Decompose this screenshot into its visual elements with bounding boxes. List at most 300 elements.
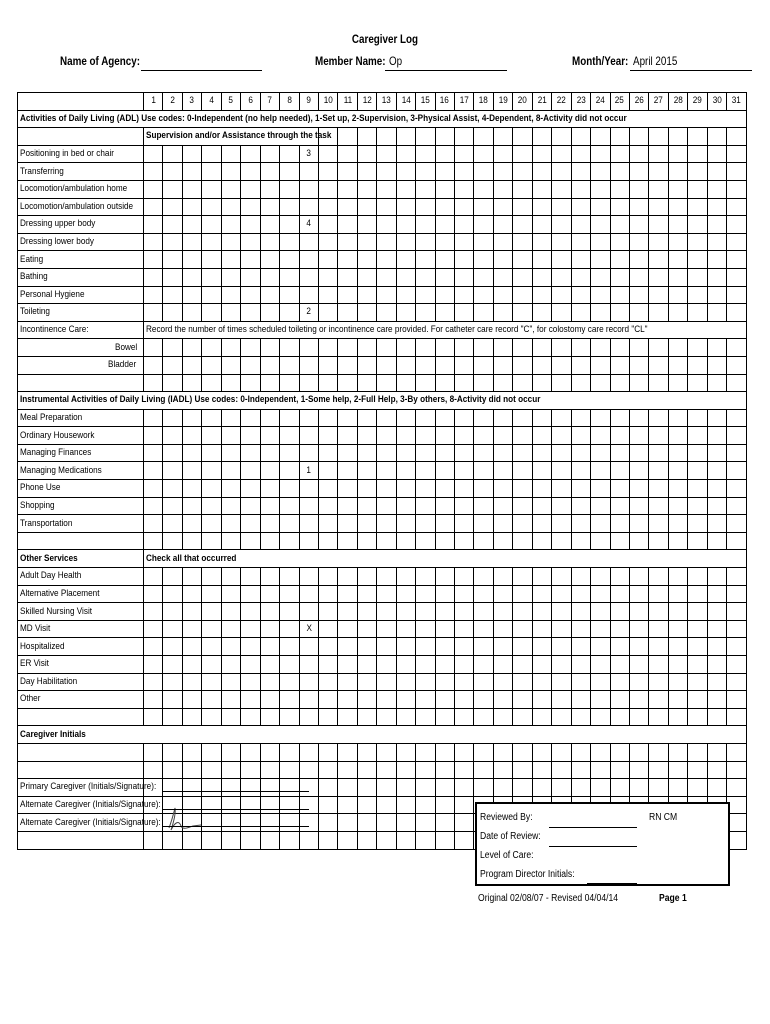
day-20-entry[interactable] bbox=[513, 761, 532, 779]
day-3-entry[interactable] bbox=[182, 462, 201, 480]
day-12-entry[interactable] bbox=[357, 532, 376, 550]
day-8-entry[interactable] bbox=[280, 620, 299, 638]
day-25-entry[interactable] bbox=[610, 286, 629, 304]
day-8-entry[interactable] bbox=[280, 708, 299, 726]
day-6-entry[interactable] bbox=[241, 585, 260, 603]
day-10-entry[interactable] bbox=[318, 286, 337, 304]
day-23-entry[interactable] bbox=[571, 427, 590, 445]
day-25-entry[interactable] bbox=[610, 779, 629, 797]
day-5-entry[interactable] bbox=[221, 796, 240, 814]
day-8-entry[interactable] bbox=[280, 761, 299, 779]
day-25-entry[interactable] bbox=[610, 497, 629, 515]
day-13-entry[interactable] bbox=[377, 638, 396, 656]
day-20-entry[interactable] bbox=[513, 409, 532, 427]
day-27-entry[interactable] bbox=[649, 497, 668, 515]
day-31-entry[interactable] bbox=[727, 216, 746, 234]
day-5-entry[interactable] bbox=[221, 708, 240, 726]
day-24-entry[interactable] bbox=[591, 145, 610, 163]
day-10-entry[interactable] bbox=[318, 216, 337, 234]
day-29-entry[interactable] bbox=[688, 268, 707, 286]
day-15-entry[interactable] bbox=[416, 568, 435, 586]
day-16-entry[interactable] bbox=[435, 268, 454, 286]
day-22-entry[interactable] bbox=[552, 163, 571, 181]
day-3-entry[interactable] bbox=[182, 532, 201, 550]
day-22-entry[interactable] bbox=[552, 532, 571, 550]
day-25-entry[interactable] bbox=[610, 216, 629, 234]
day-12-entry[interactable] bbox=[357, 286, 376, 304]
day-6-entry[interactable] bbox=[241, 374, 260, 392]
day-13-entry[interactable] bbox=[377, 796, 396, 814]
day-21-entry[interactable] bbox=[532, 656, 551, 674]
day-19-entry[interactable] bbox=[493, 339, 512, 357]
day-6-entry[interactable] bbox=[241, 145, 260, 163]
day-22-entry[interactable] bbox=[552, 673, 571, 691]
day-22-entry[interactable] bbox=[552, 216, 571, 234]
day-28-entry[interactable] bbox=[668, 198, 687, 216]
day-30-entry[interactable] bbox=[707, 708, 726, 726]
day-16-entry[interactable] bbox=[435, 444, 454, 462]
day-6-entry[interactable] bbox=[241, 198, 260, 216]
day-11-entry[interactable] bbox=[338, 374, 357, 392]
day-2-entry[interactable] bbox=[163, 268, 182, 286]
day-9-entry[interactable] bbox=[299, 743, 318, 761]
day-19-entry[interactable] bbox=[493, 691, 512, 709]
day-26-entry[interactable] bbox=[629, 286, 648, 304]
day-15-entry[interactable] bbox=[416, 145, 435, 163]
day-2-entry[interactable] bbox=[163, 779, 182, 797]
day-15-entry[interactable] bbox=[416, 444, 435, 462]
day-24-entry[interactable] bbox=[591, 233, 610, 251]
day-2-entry[interactable] bbox=[163, 163, 182, 181]
day-10-entry[interactable] bbox=[318, 145, 337, 163]
day-5-entry[interactable] bbox=[221, 444, 240, 462]
day-26-entry[interactable] bbox=[629, 708, 648, 726]
day-6-entry[interactable] bbox=[241, 743, 260, 761]
day-15-entry[interactable] bbox=[416, 532, 435, 550]
day-20-entry[interactable] bbox=[513, 743, 532, 761]
day-4-entry[interactable] bbox=[202, 620, 221, 638]
day-28-entry[interactable] bbox=[668, 163, 687, 181]
day-17-entry[interactable] bbox=[455, 286, 474, 304]
day-13-entry[interactable] bbox=[377, 128, 396, 146]
day-5-entry[interactable] bbox=[221, 374, 240, 392]
day-2-entry[interactable] bbox=[163, 743, 182, 761]
day-31-entry[interactable] bbox=[727, 304, 746, 322]
day-15-entry[interactable] bbox=[416, 251, 435, 269]
day-27-entry[interactable] bbox=[649, 743, 668, 761]
day-18-entry[interactable] bbox=[474, 480, 493, 498]
day-27-entry[interactable] bbox=[649, 568, 668, 586]
day-18-entry[interactable] bbox=[474, 779, 493, 797]
day-7-entry[interactable] bbox=[260, 656, 279, 674]
day-2-entry[interactable] bbox=[163, 304, 182, 322]
day-12-entry[interactable] bbox=[357, 251, 376, 269]
day-17-entry[interactable] bbox=[455, 831, 474, 849]
day-4-entry[interactable] bbox=[202, 673, 221, 691]
day-26-entry[interactable] bbox=[629, 444, 648, 462]
day-6-entry[interactable] bbox=[241, 708, 260, 726]
day-10-entry[interactable] bbox=[318, 233, 337, 251]
day-27-entry[interactable] bbox=[649, 673, 668, 691]
day-31-entry[interactable] bbox=[727, 251, 746, 269]
day-19-entry[interactable] bbox=[493, 145, 512, 163]
day-8-entry[interactable] bbox=[280, 216, 299, 234]
day-19-entry[interactable] bbox=[493, 497, 512, 515]
day-10-entry[interactable] bbox=[318, 304, 337, 322]
day-19-entry[interactable] bbox=[493, 374, 512, 392]
day-13-entry[interactable] bbox=[377, 216, 396, 234]
day-23-entry[interactable] bbox=[571, 620, 590, 638]
day-18-entry[interactable] bbox=[474, 268, 493, 286]
day-31-entry[interactable] bbox=[727, 198, 746, 216]
day-18-entry[interactable] bbox=[474, 708, 493, 726]
rn-cm-label[interactable]: RN CM bbox=[649, 812, 678, 823]
day-3-entry[interactable] bbox=[182, 409, 201, 427]
day-6-entry[interactable] bbox=[241, 163, 260, 181]
day-15-entry[interactable] bbox=[416, 427, 435, 445]
day-7-entry[interactable] bbox=[260, 427, 279, 445]
day-29-entry[interactable] bbox=[688, 145, 707, 163]
day-8-entry[interactable] bbox=[280, 268, 299, 286]
day-31-entry[interactable] bbox=[727, 286, 746, 304]
day-2-entry[interactable] bbox=[163, 145, 182, 163]
day-17-entry[interactable] bbox=[455, 480, 474, 498]
day-2-entry[interactable] bbox=[163, 480, 182, 498]
day-17-entry[interactable] bbox=[455, 145, 474, 163]
day-23-entry[interactable] bbox=[571, 180, 590, 198]
day-15-entry[interactable] bbox=[416, 673, 435, 691]
day-8-entry[interactable] bbox=[280, 233, 299, 251]
day-14-entry[interactable] bbox=[396, 409, 415, 427]
day-21-entry[interactable] bbox=[532, 515, 551, 533]
day-28-entry[interactable] bbox=[668, 233, 687, 251]
day-18-entry[interactable] bbox=[474, 198, 493, 216]
day-11-entry[interactable] bbox=[338, 585, 357, 603]
day-30-entry[interactable] bbox=[707, 128, 726, 146]
day-30-entry[interactable] bbox=[707, 444, 726, 462]
day-14-entry[interactable] bbox=[396, 286, 415, 304]
day-30-entry[interactable] bbox=[707, 497, 726, 515]
day-29-entry[interactable] bbox=[688, 532, 707, 550]
day-18-entry[interactable] bbox=[474, 339, 493, 357]
day-8-entry[interactable] bbox=[280, 339, 299, 357]
day-2-entry[interactable] bbox=[163, 198, 182, 216]
day-23-entry[interactable] bbox=[571, 409, 590, 427]
day-22-entry[interactable] bbox=[552, 691, 571, 709]
day-30-entry[interactable] bbox=[707, 462, 726, 480]
day-29-entry[interactable] bbox=[688, 708, 707, 726]
day-13-entry[interactable] bbox=[377, 620, 396, 638]
day-22-entry[interactable] bbox=[552, 286, 571, 304]
day-17-entry[interactable] bbox=[455, 761, 474, 779]
day-16-entry[interactable] bbox=[435, 532, 454, 550]
day-12-entry[interactable] bbox=[357, 779, 376, 797]
day-21-entry[interactable] bbox=[532, 708, 551, 726]
day-11-entry[interactable] bbox=[338, 497, 357, 515]
day-17-entry[interactable] bbox=[455, 339, 474, 357]
day-27-entry[interactable] bbox=[649, 620, 668, 638]
day-24-entry[interactable] bbox=[591, 339, 610, 357]
day-12-entry[interactable] bbox=[357, 268, 376, 286]
day-28-entry[interactable] bbox=[668, 145, 687, 163]
day-18-entry[interactable] bbox=[474, 638, 493, 656]
day-15-entry[interactable] bbox=[416, 409, 435, 427]
day-1-entry[interactable] bbox=[144, 268, 163, 286]
day-14-entry[interactable] bbox=[396, 251, 415, 269]
day-23-entry[interactable] bbox=[571, 233, 590, 251]
day-4-entry[interactable] bbox=[202, 462, 221, 480]
day-14-entry[interactable] bbox=[396, 515, 415, 533]
day-14-entry[interactable] bbox=[396, 603, 415, 621]
day-4-entry[interactable] bbox=[202, 515, 221, 533]
day-25-entry[interactable] bbox=[610, 409, 629, 427]
day-1-entry[interactable] bbox=[144, 356, 163, 374]
day-15-entry[interactable] bbox=[416, 339, 435, 357]
day-28-entry[interactable] bbox=[668, 497, 687, 515]
day-16-entry[interactable] bbox=[435, 708, 454, 726]
day-29-entry[interactable] bbox=[688, 374, 707, 392]
day-1-entry[interactable] bbox=[144, 532, 163, 550]
day-19-entry[interactable] bbox=[493, 268, 512, 286]
day-12-entry[interactable] bbox=[357, 128, 376, 146]
day-10-entry[interactable] bbox=[318, 515, 337, 533]
day-1-entry[interactable] bbox=[144, 444, 163, 462]
day-7-entry[interactable] bbox=[260, 444, 279, 462]
day-7-entry[interactable] bbox=[260, 374, 279, 392]
day-24-entry[interactable] bbox=[591, 128, 610, 146]
day-6-entry[interactable] bbox=[241, 568, 260, 586]
day-3-entry[interactable] bbox=[182, 603, 201, 621]
day-29-entry[interactable] bbox=[688, 497, 707, 515]
day-28-entry[interactable] bbox=[668, 620, 687, 638]
day-8-entry[interactable] bbox=[280, 673, 299, 691]
day-14-entry[interactable] bbox=[396, 796, 415, 814]
day-11-entry[interactable] bbox=[338, 532, 357, 550]
day-8-entry[interactable] bbox=[280, 145, 299, 163]
day-16-entry[interactable] bbox=[435, 796, 454, 814]
day-30-entry[interactable] bbox=[707, 620, 726, 638]
day-30-entry[interactable] bbox=[707, 251, 726, 269]
day-10-entry[interactable] bbox=[318, 796, 337, 814]
day-29-entry[interactable] bbox=[688, 251, 707, 269]
day-26-entry[interactable] bbox=[629, 374, 648, 392]
day-13-entry[interactable] bbox=[377, 409, 396, 427]
day-4-entry[interactable] bbox=[202, 480, 221, 498]
day-9-entry[interactable] bbox=[299, 145, 318, 163]
day-16-entry[interactable] bbox=[435, 339, 454, 357]
day-19-entry[interactable] bbox=[493, 673, 512, 691]
day-20-entry[interactable] bbox=[513, 638, 532, 656]
day-9-entry[interactable] bbox=[299, 638, 318, 656]
day-30-entry[interactable] bbox=[707, 427, 726, 445]
day-13-entry[interactable] bbox=[377, 374, 396, 392]
day-25-entry[interactable] bbox=[610, 145, 629, 163]
day-24-entry[interactable] bbox=[591, 251, 610, 269]
day-9-entry[interactable] bbox=[299, 603, 318, 621]
day-20-entry[interactable] bbox=[513, 708, 532, 726]
day-7-entry[interactable] bbox=[260, 180, 279, 198]
day-28-entry[interactable] bbox=[668, 304, 687, 322]
day-28-entry[interactable] bbox=[668, 339, 687, 357]
day-22-entry[interactable] bbox=[552, 603, 571, 621]
day-7-entry[interactable] bbox=[260, 497, 279, 515]
day-31-entry[interactable] bbox=[727, 409, 746, 427]
day-6-entry[interactable] bbox=[241, 814, 260, 832]
day-1-entry[interactable] bbox=[144, 761, 163, 779]
day-21-entry[interactable] bbox=[532, 673, 551, 691]
day-4-entry[interactable] bbox=[202, 603, 221, 621]
day-13-entry[interactable] bbox=[377, 268, 396, 286]
day-26-entry[interactable] bbox=[629, 180, 648, 198]
day-14-entry[interactable] bbox=[396, 356, 415, 374]
day-8-entry[interactable] bbox=[280, 603, 299, 621]
day-13-entry[interactable] bbox=[377, 603, 396, 621]
day-3-entry[interactable] bbox=[182, 656, 201, 674]
day-2-entry[interactable] bbox=[163, 409, 182, 427]
day-12-entry[interactable] bbox=[357, 480, 376, 498]
day-4-entry[interactable] bbox=[202, 656, 221, 674]
day-27-entry[interactable] bbox=[649, 656, 668, 674]
day-3-entry[interactable] bbox=[182, 831, 201, 849]
day-1-entry[interactable] bbox=[144, 286, 163, 304]
day-9-entry[interactable] bbox=[299, 620, 318, 638]
day-5-entry[interactable] bbox=[221, 180, 240, 198]
day-24-entry[interactable] bbox=[591, 497, 610, 515]
day-4-entry[interactable] bbox=[202, 831, 221, 849]
day-11-entry[interactable] bbox=[338, 356, 357, 374]
day-1-entry[interactable] bbox=[144, 656, 163, 674]
day-19-entry[interactable] bbox=[493, 708, 512, 726]
day-29-entry[interactable] bbox=[688, 427, 707, 445]
day-29-entry[interactable] bbox=[688, 638, 707, 656]
day-22-entry[interactable] bbox=[552, 515, 571, 533]
day-31-entry[interactable] bbox=[727, 603, 746, 621]
day-19-entry[interactable] bbox=[493, 779, 512, 797]
day-7-entry[interactable] bbox=[260, 532, 279, 550]
day-29-entry[interactable] bbox=[688, 656, 707, 674]
day-1-entry[interactable] bbox=[144, 180, 163, 198]
day-11-entry[interactable] bbox=[338, 620, 357, 638]
day-3-entry[interactable] bbox=[182, 673, 201, 691]
day-29-entry[interactable] bbox=[688, 286, 707, 304]
day-18-entry[interactable] bbox=[474, 145, 493, 163]
day-3-entry[interactable] bbox=[182, 779, 201, 797]
day-24-entry[interactable] bbox=[591, 761, 610, 779]
day-10-entry[interactable] bbox=[318, 638, 337, 656]
day-20-entry[interactable] bbox=[513, 356, 532, 374]
day-16-entry[interactable] bbox=[435, 163, 454, 181]
day-4-entry[interactable] bbox=[202, 743, 221, 761]
day-3-entry[interactable] bbox=[182, 743, 201, 761]
day-7-entry[interactable] bbox=[260, 814, 279, 832]
day-31-entry[interactable] bbox=[727, 761, 746, 779]
day-3-entry[interactable] bbox=[182, 480, 201, 498]
day-24-entry[interactable] bbox=[591, 532, 610, 550]
day-4-entry[interactable] bbox=[202, 251, 221, 269]
day-23-entry[interactable] bbox=[571, 638, 590, 656]
day-18-entry[interactable] bbox=[474, 497, 493, 515]
day-18-entry[interactable] bbox=[474, 304, 493, 322]
day-1-entry[interactable] bbox=[144, 568, 163, 586]
day-6-entry[interactable] bbox=[241, 356, 260, 374]
day-4-entry[interactable] bbox=[202, 779, 221, 797]
day-18-entry[interactable] bbox=[474, 532, 493, 550]
day-27-entry[interactable] bbox=[649, 356, 668, 374]
day-26-entry[interactable] bbox=[629, 656, 648, 674]
day-24-entry[interactable] bbox=[591, 708, 610, 726]
day-12-entry[interactable] bbox=[357, 761, 376, 779]
day-15-entry[interactable] bbox=[416, 779, 435, 797]
day-6-entry[interactable] bbox=[241, 180, 260, 198]
day-31-entry[interactable] bbox=[727, 691, 746, 709]
day-7-entry[interactable] bbox=[260, 743, 279, 761]
day-9-entry[interactable] bbox=[299, 427, 318, 445]
day-3-entry[interactable] bbox=[182, 638, 201, 656]
day-19-entry[interactable] bbox=[493, 427, 512, 445]
day-28-entry[interactable] bbox=[668, 251, 687, 269]
day-30-entry[interactable] bbox=[707, 216, 726, 234]
day-16-entry[interactable] bbox=[435, 145, 454, 163]
day-25-entry[interactable] bbox=[610, 444, 629, 462]
day-28-entry[interactable] bbox=[668, 779, 687, 797]
day-28-entry[interactable] bbox=[668, 356, 687, 374]
day-8-entry[interactable] bbox=[280, 304, 299, 322]
day-17-entry[interactable] bbox=[455, 603, 474, 621]
day-11-entry[interactable] bbox=[338, 568, 357, 586]
day-24-entry[interactable] bbox=[591, 216, 610, 234]
day-31-entry[interactable] bbox=[727, 180, 746, 198]
day-11-entry[interactable] bbox=[338, 198, 357, 216]
day-13-entry[interactable] bbox=[377, 180, 396, 198]
day-17-entry[interactable] bbox=[455, 444, 474, 462]
day-12-entry[interactable] bbox=[357, 180, 376, 198]
day-24-entry[interactable] bbox=[591, 286, 610, 304]
day-8-entry[interactable] bbox=[280, 532, 299, 550]
day-29-entry[interactable] bbox=[688, 356, 707, 374]
day-31-entry[interactable] bbox=[727, 638, 746, 656]
day-31-entry[interactable] bbox=[727, 708, 746, 726]
day-26-entry[interactable] bbox=[629, 691, 648, 709]
day-9-entry[interactable] bbox=[299, 656, 318, 674]
day-23-entry[interactable] bbox=[571, 286, 590, 304]
day-2-entry[interactable] bbox=[163, 568, 182, 586]
day-30-entry[interactable] bbox=[707, 339, 726, 357]
day-21-entry[interactable] bbox=[532, 268, 551, 286]
day-9-entry[interactable] bbox=[299, 163, 318, 181]
day-30-entry[interactable] bbox=[707, 656, 726, 674]
day-27-entry[interactable] bbox=[649, 761, 668, 779]
day-13-entry[interactable] bbox=[377, 251, 396, 269]
day-13-entry[interactable] bbox=[377, 444, 396, 462]
day-19-entry[interactable] bbox=[493, 409, 512, 427]
day-29-entry[interactable] bbox=[688, 444, 707, 462]
day-7-entry[interactable] bbox=[260, 462, 279, 480]
day-6-entry[interactable] bbox=[241, 427, 260, 445]
day-9-entry[interactable] bbox=[299, 779, 318, 797]
day-10-entry[interactable] bbox=[318, 251, 337, 269]
day-17-entry[interactable] bbox=[455, 163, 474, 181]
day-16-entry[interactable] bbox=[435, 638, 454, 656]
day-29-entry[interactable] bbox=[688, 779, 707, 797]
day-13-entry[interactable] bbox=[377, 691, 396, 709]
day-7-entry[interactable] bbox=[260, 409, 279, 427]
day-18-entry[interactable] bbox=[474, 444, 493, 462]
day-17-entry[interactable] bbox=[455, 585, 474, 603]
day-23-entry[interactable] bbox=[571, 268, 590, 286]
day-18-entry[interactable] bbox=[474, 356, 493, 374]
day-16-entry[interactable] bbox=[435, 603, 454, 621]
day-1-entry[interactable] bbox=[144, 480, 163, 498]
